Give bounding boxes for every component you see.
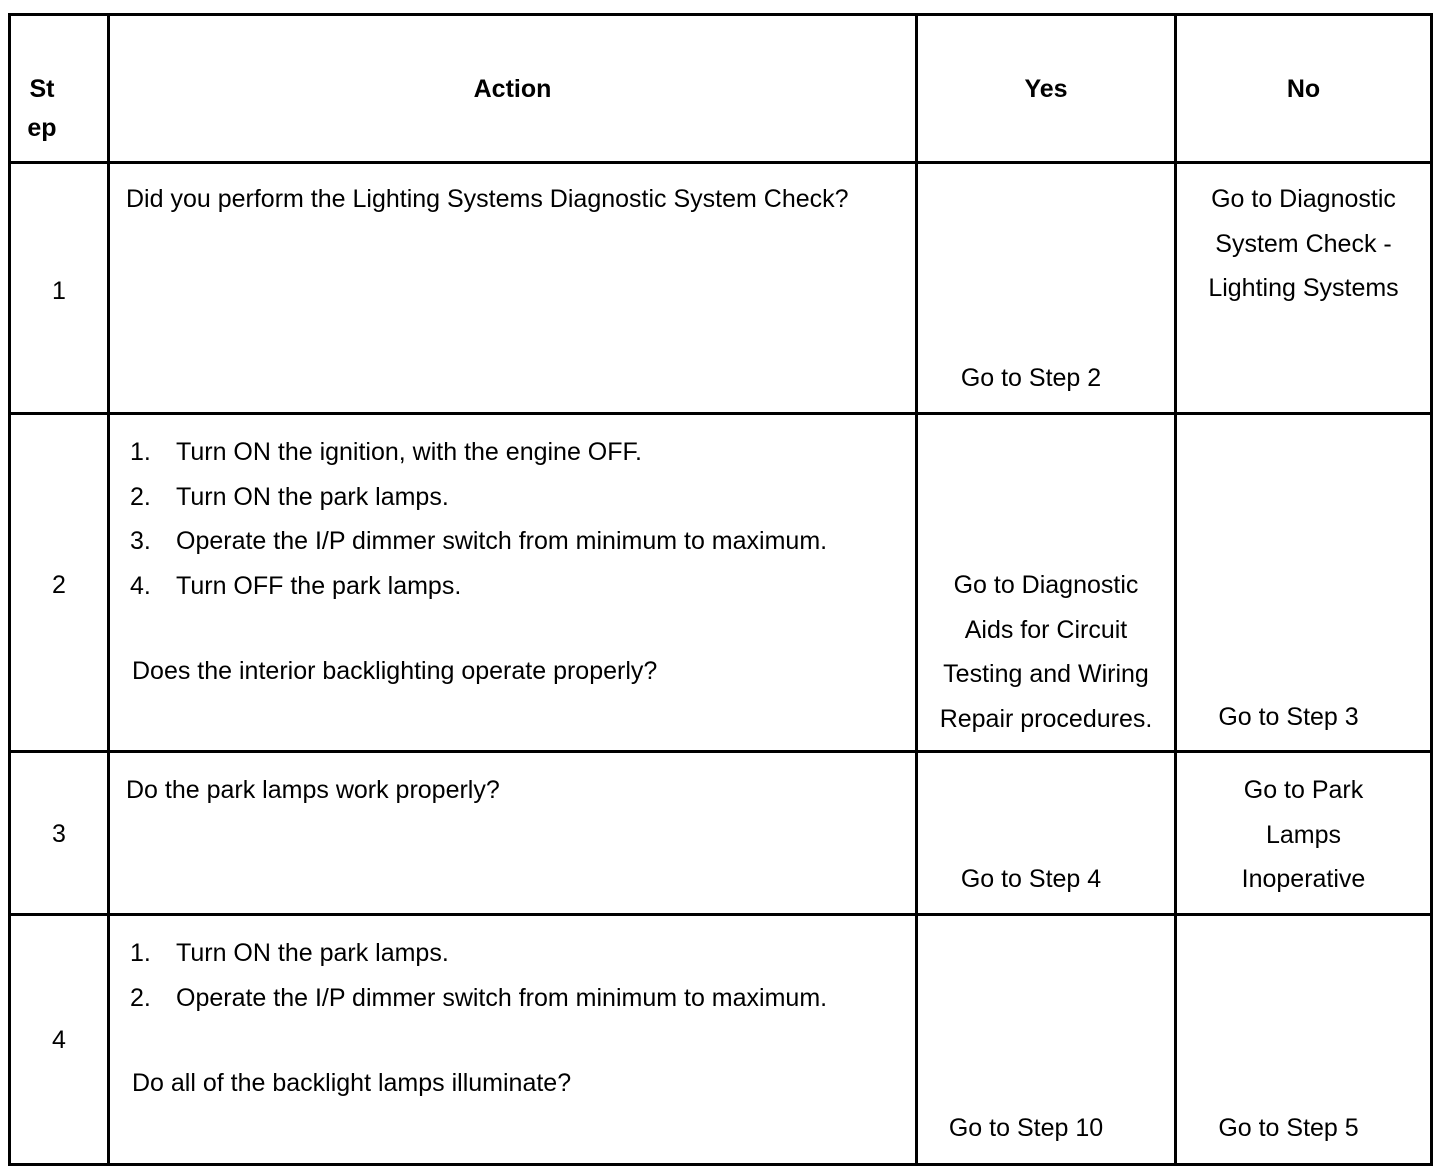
no-cell: Go to Step 5 [1176, 915, 1432, 1165]
header-row [10, 15, 1432, 163]
action-cell: Do the park lamps work properly? [109, 752, 917, 915]
list-item: 2. Turn ON the park lamps. [130, 482, 449, 511]
list-item: 3. Operate the I/P dimmer switch from minimum to maximum. [130, 527, 828, 555]
action-cell [109, 915, 917, 1165]
step-number: 3 [10, 752, 109, 915]
yes-cell: Go to Step 10 [917, 915, 1176, 1165]
yes-cell: Go to Step 2 [917, 163, 1176, 414]
no-cell: Go to Step 3 [1176, 414, 1432, 752]
step-number: 4 [10, 915, 109, 1165]
table-row [10, 163, 1432, 414]
list-item: 4. Turn OFF the park lamps. [130, 571, 462, 600]
header-yes: Yes [917, 15, 1176, 163]
action-cell [109, 414, 917, 752]
diagnostic-table [8, 13, 1433, 1166]
yes-cell: Go to Step 4 [917, 752, 1176, 915]
header-step: Step [10, 15, 109, 163]
question-text: Does the interior backlighting operate properly? [132, 657, 658, 685]
table-row [10, 414, 1432, 752]
no-cell: Go to Park Lamps Inoperative [1176, 752, 1432, 915]
table-row [10, 752, 1432, 915]
header-no: No [1176, 15, 1432, 163]
header-action: Action [109, 15, 917, 163]
list-item: 1. Turn ON the park lamps. [130, 939, 449, 967]
list-item: 2. Operate the I/P dimmer switch from minimum to maximum. [130, 983, 828, 1012]
list-item: 1. Turn ON the ignition, with the engine OFF. [130, 438, 642, 466]
no-cell: Go to Diagnostic System Check - Lighting Systems [1176, 163, 1432, 414]
yes-cell: Go to Diagnostic Aids for Circuit Testing and Wiring Repair procedures. [917, 414, 1176, 752]
action-cell: Did you perform the Lighting Systems Diagnostic System Check? [109, 163, 917, 414]
step-number: 2 [10, 414, 109, 752]
step-number: 1 [10, 163, 109, 414]
table-row [10, 915, 1432, 1165]
question-text: Do all of the backlight lamps illuminate? [132, 1069, 572, 1097]
